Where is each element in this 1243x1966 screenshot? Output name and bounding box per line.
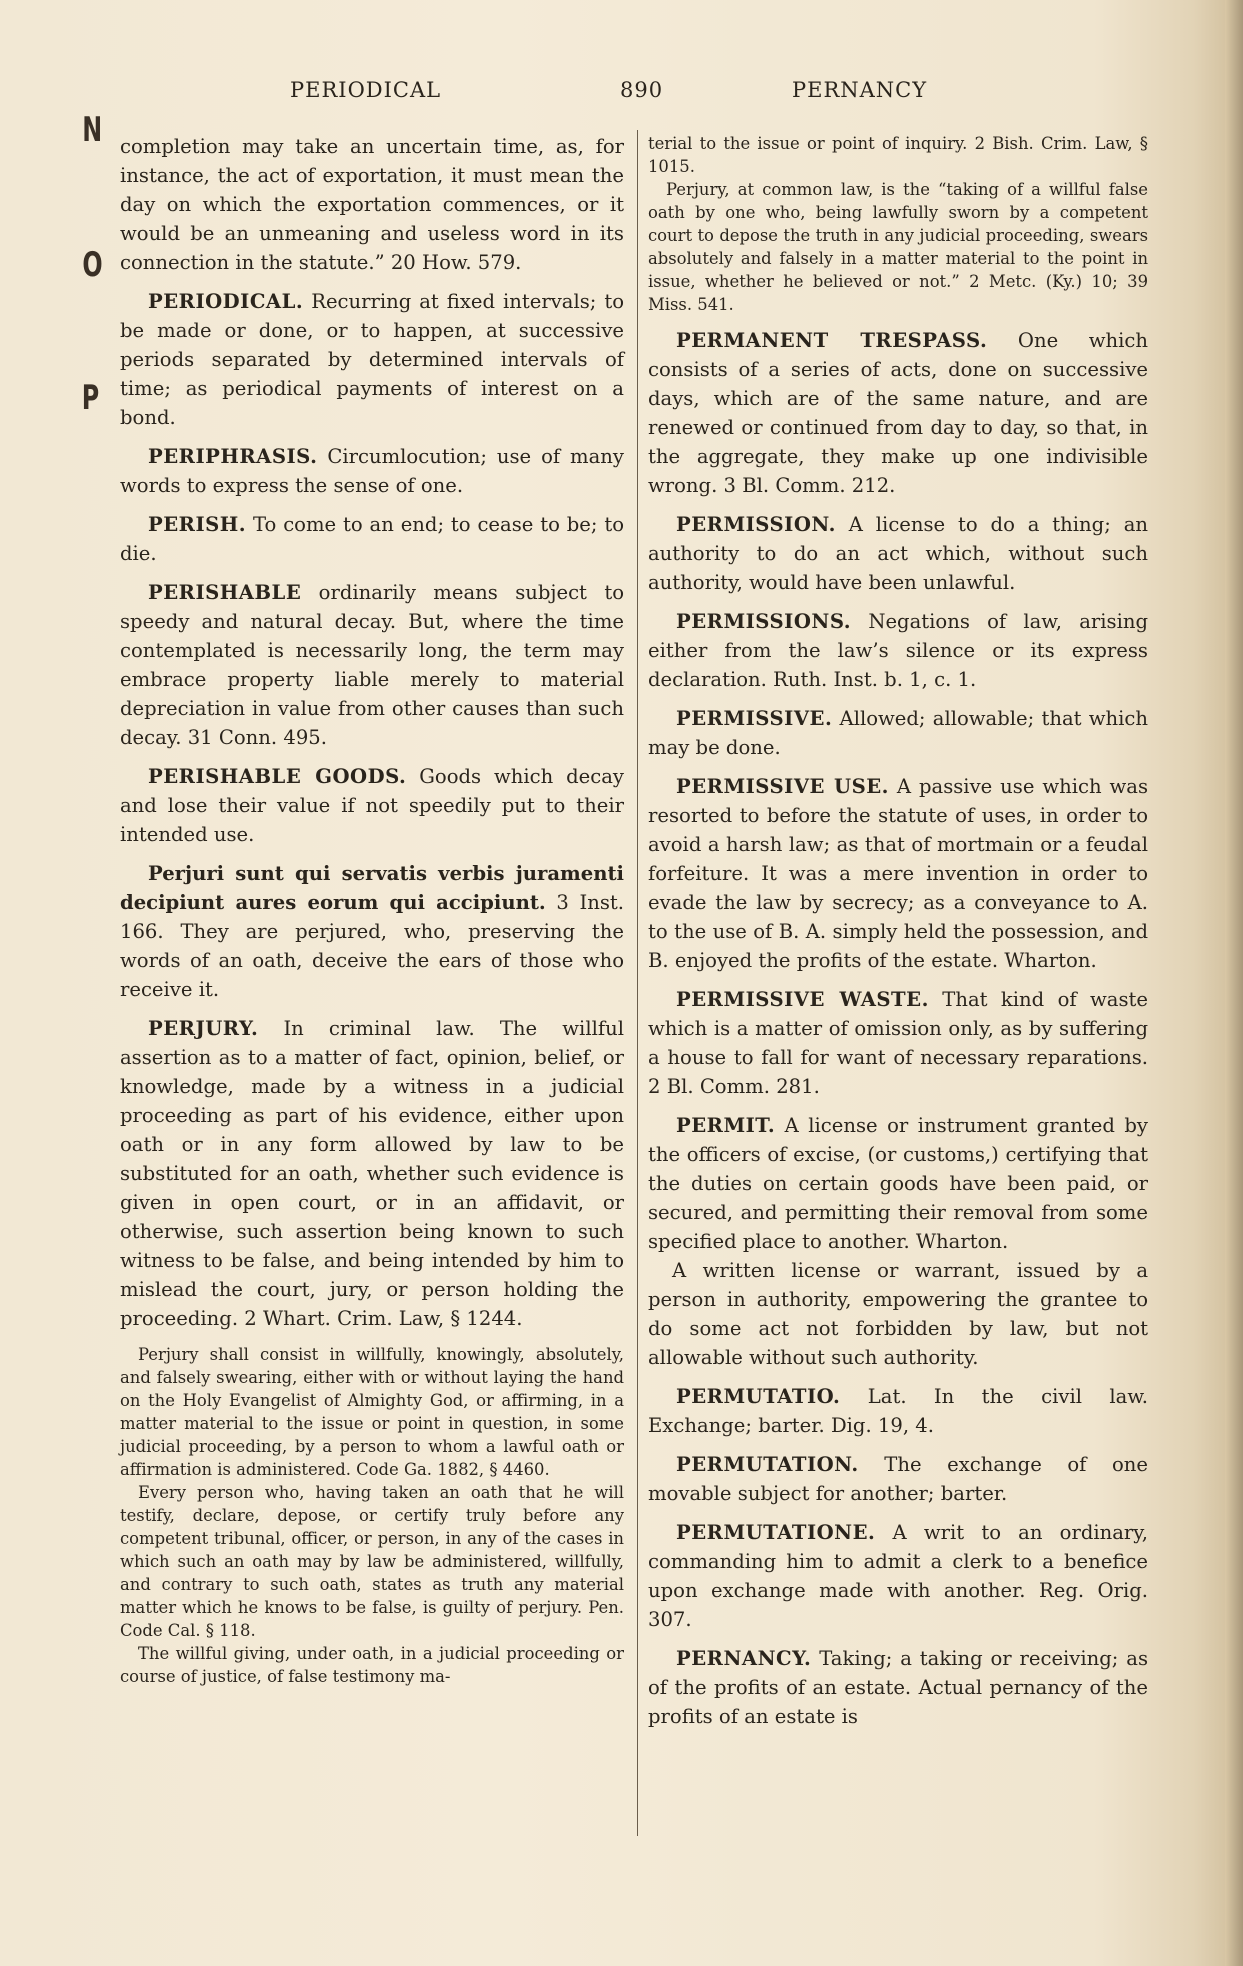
header-left-word: PERIODICAL [290,78,442,102]
small-print-paragraph: Every person who, having taken an oath that he will testify, declare, depose, or certify truly before any competent tribunal, officer, or person, in any of the cases in which such an oath may by law be administered, willfully, and contrary to such oath, states as truth any material matter which he knows to be false, is guilty of perjury. Pen. Code Cal. § 118. [120,1483,624,1640]
entry-periodical [120,287,624,432]
definition: ordinarily means subject to speedy and natural decay. But, where the time contemplated is necessarily long, the term may embrace property liable merely to material depreciation in value from other causes than such decay. 31 Conn. 495. [120,581,624,749]
entry-permit [648,1111,1148,1256]
headword: PERMANENT TRESPASS. [676,329,988,352]
small-print-paragraph: Perjury, at common law, is the “taking of a willful false oath by one who, being lawfully sworn by a competent court to depose the truth in any judicial proceeding, swears absolutely and falsely in a matter material to the point in issue, whether he believed or not.” 2 Metc. (Ky.) 10; 39 Miss. 541. [648,180,1148,314]
headword: PERMUTATIONE. [676,1521,876,1544]
latin-maxim: Perjuri sunt qui servatis verbis juramenti decipiunt aures eorum qui accipiunt. [120,862,624,914]
definition: Recurring at fixed intervals; to be made or done, or to happen, at successive periods separated by determined intervals of time; as periodical payments of interest on a bond. [120,290,624,429]
entry-periphrasis [120,442,624,500]
headword: PERIPHRASIS. [148,445,318,468]
definition: A writ to an ordinary, commanding him to admit a clerk to a benefice upon exchange made with another. Reg. Orig. 307. [648,1521,1148,1631]
column-divider [637,130,638,1836]
definition: In criminal law. The willful assertion as to a matter of fact, opinion, belief, or knowledge, made by a witness in a judicial proceeding as part of his evidence, either upon oath or in any form allowed by law to be substituted for an oath, whether such evidence is given in open court, or in an affidavit, or otherwise, such assertion being known to such witness to be false, and being intended by him to mislead the court, jury, or person holding the proceeding. 2 Whart. Crim. Law, § 1244. [120,1017,624,1330]
entry-permissive [648,704,1148,762]
headword: PERMISSIVE USE. [676,775,889,798]
entry-permutation [648,1450,1148,1508]
entry-perishable [120,578,624,752]
entry-perjury [120,1014,624,1333]
page-edge-shadow [1225,0,1243,1966]
headword: PERJURY. [148,1017,259,1040]
definition: Goods which decay and lose their value if not speedily put to their intended use. [120,765,624,846]
definition: That kind of waste which is a matter of omission only, as by suffering a house to fall for want of necessary reparations. 2 Bl. Comm. 281. [648,988,1148,1098]
headword: PERMISSIVE. [676,707,833,730]
definition: Taking; a taking or receiving; as of the profits of an estate. Actual pernancy of the profits of an estate is [648,1647,1149,1728]
small-print-paragraph: The willful giving, under oath, in a judicial proceeding or course of justice, of false testimony ma- [120,1644,624,1686]
headword: PERISHABLE [148,581,302,604]
entry-permit-second-sense: A written license or warrant, issued by a person in authority, empowering the grantee to do some act not forbidden by law, but not allowable without such authority. [648,1259,1148,1369]
definition: A license or instrument granted by the officers of excise, (or customs,) certifying that the duties on certain goods have been paid, or secured, and permitting their removal from some specified place to another. Wharton. [648,1114,1148,1253]
entry-permanent-trespass [648,326,1148,500]
entry-pernancy [648,1644,1148,1731]
definition: A license to do a thing; an authority to do an act which, without such authority, would have been unlawful. [648,513,1148,594]
definition: 3 Inst. 166. They are perjured, who, preserving the words of an oath, deceive the ears of those who receive it. [120,891,624,1001]
continuation-text: completion may take an uncertain time, as, for instance, the act of exportation, it must mean the day on which the exportation commences, or it would be an unmeaning and useless word in its connection in the statute.” 20 How. 579. [120,135,624,274]
entry-perishable-goods [120,762,624,849]
running-header [120,78,1140,108]
headword: PERIODICAL. [148,290,304,313]
entry-permutatione [648,1518,1148,1634]
definition: A passive use which was resorted to before the statute of uses, in order to avoid a harsh law; as that of mortmain or a feudal forfeiture. It was a mere invention in order to evade the law by secrecy; as a conveyance to A. to the use of B. A. simply held the possession, and B. enjoyed the profits of the estate. Wharton. [648,775,1149,972]
headword: PERISHABLE GOODS. [148,765,407,788]
headword: PERMIT. [676,1114,776,1137]
headword: PERISH. [148,513,247,536]
entry-permission [648,510,1148,597]
entry-perjuri-maxim [120,859,624,1004]
definition: The exchange of one movable subject for another; barter. [648,1453,1148,1505]
definition: To come to an end; to cease to be; to die. [120,513,625,565]
definition: Lat. In the civil law. Exchange; barter. Dig. 19, 4. [648,1385,1148,1437]
entry-permutatio [648,1382,1148,1440]
headword: PERNANCY. [676,1647,812,1670]
left-column [120,132,624,1688]
headword: PERMISSIONS. [676,610,852,633]
entry-permissions [648,607,1148,694]
headword: PERMUTATIO. [676,1385,841,1408]
small-print-continuation: terial to the issue or point of inquiry. 2 Bish. Crim. Law, § 1015. [648,134,1148,176]
definition: Negations of law, arising either from the law’s silence or its express declaration. Ruth. Inst. b. 1, c. 1. [648,610,1148,691]
entry-perish [120,510,624,568]
thumb-index-letter[interactable]: N [82,110,103,150]
definition: One which consists of a series of acts, done on successive days, which are of the same nature, and are renewed or continued from day to day, so that, in the aggregate, they make up one indivisible wrong. 3 Bl. Comm. 212. [648,329,1148,497]
definition: Circumlocution; use of many words to express the sense of one. [120,445,624,497]
thumb-index-letter[interactable]: P [81,378,100,418]
right-column [648,132,1148,1741]
page-number: 890 [620,78,664,102]
small-print-paragraph: Perjury shall consist in willfully, knowingly, absolutely, and falsely swearing, either with or without laying the hand on the Holy Evangelist of Almighty God, or affirming, in a matter material to the issue or point in question, in some judicial proceeding, by a person to whom a lawful oath or affirmation is administered. Code Ga. 1882, § 4460. [120,1345,624,1479]
entry-permissive-use [648,772,1148,975]
header-right-word: PERNANCY [792,78,928,102]
headword: PERMUTATION. [676,1453,859,1476]
entry-permissive-waste [648,985,1148,1101]
thumb-index-letter[interactable]: O [82,245,103,285]
headword: PERMISSION. [676,513,836,536]
definition: Allowed; allowable; that which may be done. [648,707,1148,759]
headword: PERMISSIVE WASTE. [676,988,929,1011]
